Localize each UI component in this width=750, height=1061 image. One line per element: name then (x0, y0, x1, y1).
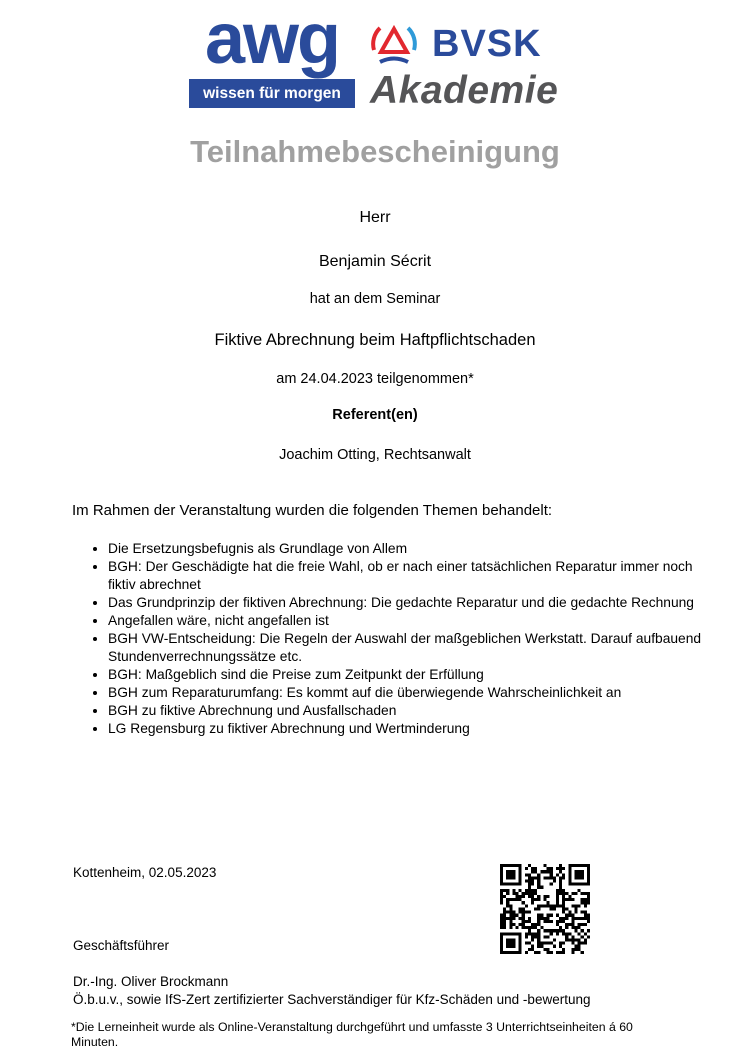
awg-logo (189, 0, 355, 108)
qr-code-icon[interactable] (500, 864, 590, 954)
signer-role: Geschäftsführer (73, 938, 170, 953)
certificate-title: Teilnahmebescheinigung (190, 134, 560, 169)
awg-logo-word: awg (204, 0, 340, 79)
bvsk-logo-word: BVSK (432, 23, 542, 65)
bvsk-akademie-word: Akademie (370, 69, 559, 112)
topic-item: • Das Grundprinzip der fiktiven Abrechnung: Die gedachte Reparatur und die gedachte Rechnung (108, 594, 708, 612)
topic-item: • LG Regensburg zu fiktiver Abrechnung und Wertminderung (108, 720, 708, 738)
topic-item: • BGH: Maßgeblich sind die Preise zum Zeitpunkt der Erfüllung (108, 666, 708, 684)
place-date: Kottenheim, 02.05.2023 (73, 865, 217, 880)
salutation: Herr (359, 209, 391, 226)
awg-logo-tagline: wissen für morgen (203, 85, 341, 102)
footnote: *Die Lerneinheit wurde als Online-Veranstaltung durchgeführt und umfasste 3 Unterrichtseinheiten á 60 Minuten. (71, 1020, 633, 1049)
intro-text: hat an dem Seminar (309, 291, 441, 307)
topic-item: • BGH VW-Entscheidung: Die Regeln der Auswahl der maßgeblichen Werkstatt. Darauf aufbauend Stundenverrechnungssätze etc. (108, 630, 708, 665)
topic-item: • BGH: Der Geschädigte hat die freie Wahl, ob er nach einer tatsächlichen Reparatur immer noch fiktiv abrechnet (108, 558, 708, 593)
topics-intro: Im Rahmen der Veranstaltung wurden die folgenden Themen behandelt: (72, 502, 553, 519)
seminar-title: Fiktive Abrechnung beim Haftpflichtschaden (214, 331, 536, 349)
attendance-date: am 24.04.2023 teilgenommen* (276, 371, 474, 387)
topics-list (90, 540, 708, 738)
topic-item: • BGH zum Reparaturumfang: Es kommt auf die überwiegende Wahrscheinlichkeit an (108, 684, 708, 702)
signer-qualification: Ö.b.u.v., sowie IfS-Zert zertifizierter Sachverständiger für Kfz-Schäden und -bewertung (73, 992, 591, 1007)
participant-name: Benjamin Sécrit (318, 253, 432, 270)
topic-item: • Die Ersetzungsbefugnis als Grundlage von Allem (108, 540, 708, 558)
bvsk-triangle-icon (370, 22, 418, 66)
signer-name: Dr.-Ing. Oliver Brockmann (73, 974, 229, 989)
speaker-heading: Referent(en) (332, 407, 418, 423)
speaker-name: Joachim Otting, Rechtsanwalt (279, 447, 471, 463)
topic-item: • BGH zu fiktive Abrechnung und Ausfallschaden (108, 702, 708, 720)
topic-item: • Angefallen wäre, nicht angefallen ist (108, 612, 708, 630)
